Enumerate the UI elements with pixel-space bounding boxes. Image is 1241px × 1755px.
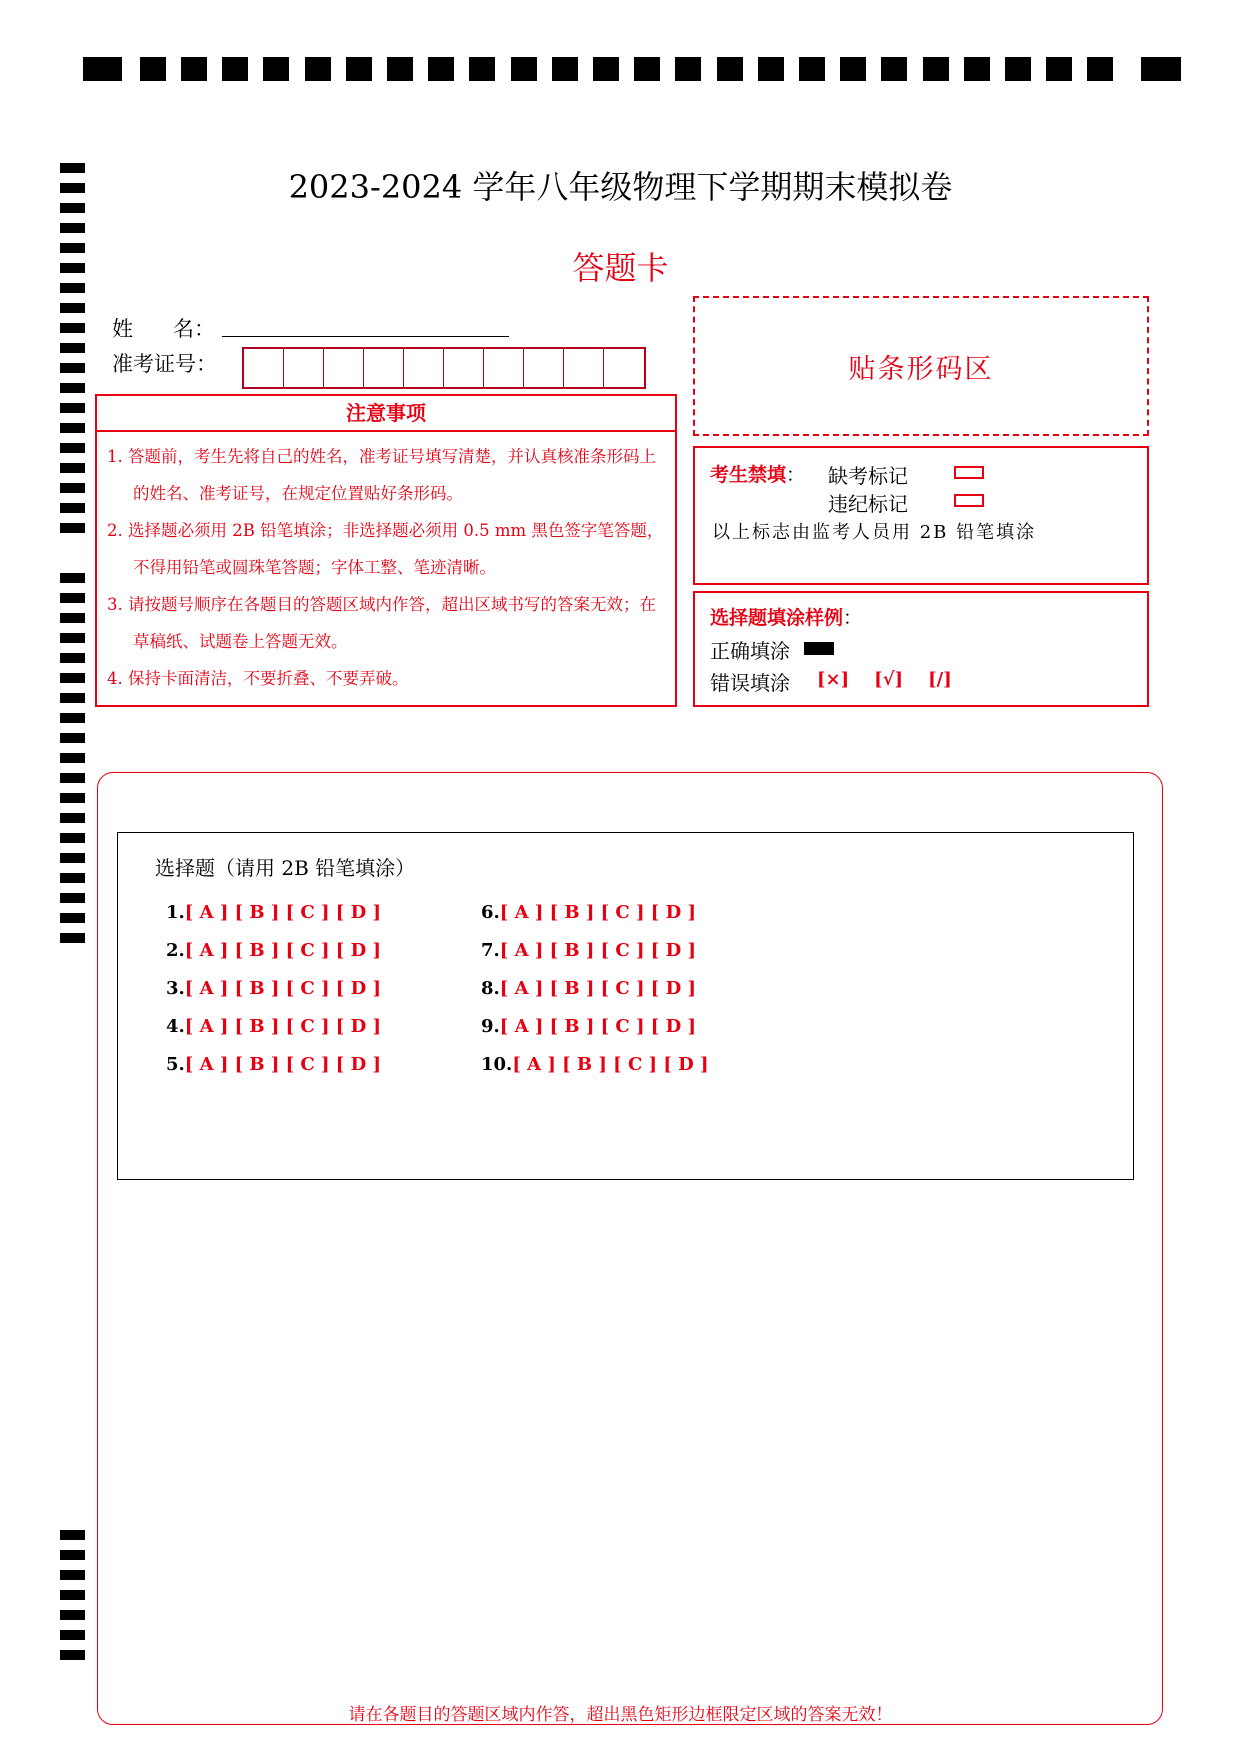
notice-item: 4. 保持卡面清洁，不要折叠、不要弄破。 (107, 669, 409, 688)
question-row[interactable] (481, 902, 696, 923)
notice-item: 1. 答题前，考生先将自己的姓名，准考证号填写清楚，并认真核准条形码上的姓名、准考证号，在规定位置贴好条形码。 (107, 447, 656, 503)
question-number: 2. (166, 940, 185, 961)
exam-id-boxes[interactable] (242, 347, 646, 389)
wrong-fill-examples: [×] [√] [/] (817, 669, 952, 690)
id-label: 准考证号： (112, 352, 217, 376)
answer-options[interactable]: [ A ] [ B ] [ C ] [ D ] (184, 978, 381, 999)
question-row[interactable] (481, 978, 696, 999)
id-digit-box[interactable] (364, 349, 404, 387)
barcode-label: 贴条形码区 (848, 353, 994, 385)
absent-mark-box[interactable] (954, 466, 984, 479)
fill-sample-box (693, 591, 1149, 707)
answer-options[interactable]: [ A ] [ B ] [ C ] [ D ] (184, 1054, 381, 1075)
answer-options[interactable]: [ A ] [ B ] [ C ] [ D ] (184, 902, 381, 923)
choice-section-title: 选择题（请用 2B 铅笔填涂） (155, 856, 416, 880)
question-number: 10. (481, 1054, 513, 1075)
answer-options[interactable]: [ A ] [ B ] [ C ] [ D ] (499, 978, 696, 999)
notice-heading: 注意事项 (95, 394, 677, 432)
id-digit-box[interactable] (564, 349, 604, 387)
id-digit-box[interactable] (604, 349, 644, 387)
answer-options[interactable]: [ A ] [ B ] [ C ] [ D ] (184, 1016, 381, 1037)
question-number: 1. (166, 902, 185, 923)
forbidden-colon: ： (786, 464, 806, 486)
id-digit-box[interactable] (284, 349, 324, 387)
page-subtitle: 答题卡 (572, 249, 669, 287)
question-row[interactable] (166, 940, 381, 961)
answer-options[interactable]: [ A ] [ B ] [ C ] [ D ] (499, 1016, 696, 1037)
question-number: 3. (166, 978, 185, 999)
sample-colon: ： (843, 607, 863, 629)
notice-item: 3. 请按题号顺序在各题目的答题区域内作答，超出区域书写的答案无效；在草稿纸、试题卷上答题无效。 (107, 595, 656, 651)
name-label: 姓 名： (112, 317, 216, 341)
id-digit-box[interactable] (324, 349, 364, 387)
question-row[interactable] (166, 1016, 381, 1037)
question-number: 9. (481, 1016, 500, 1037)
question-row[interactable] (481, 940, 696, 961)
correct-fill-label: 正确填涂 (710, 639, 790, 663)
question-number: 4. (166, 1016, 185, 1037)
question-row[interactable] (481, 1054, 709, 1075)
wrong-fill-label: 错误填涂 (710, 671, 790, 695)
answer-options[interactable]: [ A ] [ B ] [ C ] [ D ] (184, 940, 381, 961)
notice-list (95, 432, 677, 707)
answer-options[interactable]: [ A ] [ B ] [ C ] [ D ] (499, 902, 696, 923)
question-number: 5. (166, 1054, 185, 1075)
id-digit-box[interactable] (444, 349, 484, 387)
question-row[interactable] (166, 978, 381, 999)
barcode-area (693, 296, 1149, 436)
violation-label: 违纪标记 (828, 492, 908, 516)
timing-marks-top (83, 57, 1181, 81)
forbidden-note: 以上标志由监考人员用 2B 铅笔填涂 (712, 522, 1037, 543)
footer-warning: 请在各题目的答题区域内作答，超出黑色矩形边框限定区域的答案无效！ (348, 1705, 893, 1725)
forbidden-heading: 考生禁填 (710, 464, 787, 486)
question-row[interactable] (166, 1054, 381, 1075)
choice-section (117, 832, 1134, 1180)
question-number: 7. (481, 940, 500, 961)
absent-label: 缺考标记 (828, 464, 908, 488)
violation-mark-box[interactable] (954, 494, 984, 507)
question-number: 8. (481, 978, 500, 999)
sample-heading: 选择题填涂样例 (710, 607, 844, 629)
id-digit-box[interactable] (484, 349, 524, 387)
notice-item: 2. 选择题必须用 2B 铅笔填涂；非选择题必须用 0.5 mm 黑色签字笔答题，不得用铅笔或圆珠笔答题；字体工整、笔迹清晰。 (107, 521, 664, 577)
id-digit-box[interactable] (524, 349, 564, 387)
name-field[interactable] (222, 336, 509, 337)
question-number: 6. (481, 902, 500, 923)
correct-fill-mark (804, 642, 834, 655)
answer-options[interactable]: [ A ] [ B ] [ C ] [ D ] (499, 940, 696, 961)
id-digit-box[interactable] (404, 349, 444, 387)
answer-options[interactable]: [ A ] [ B ] [ C ] [ D ] (512, 1054, 709, 1075)
forbidden-fill-box (693, 446, 1149, 585)
question-row[interactable] (166, 902, 381, 923)
id-digit-box[interactable] (244, 349, 284, 387)
page-title: 2023-2024 学年八年级物理下学期期末模拟卷 (288, 168, 953, 206)
question-row[interactable] (481, 1016, 696, 1037)
